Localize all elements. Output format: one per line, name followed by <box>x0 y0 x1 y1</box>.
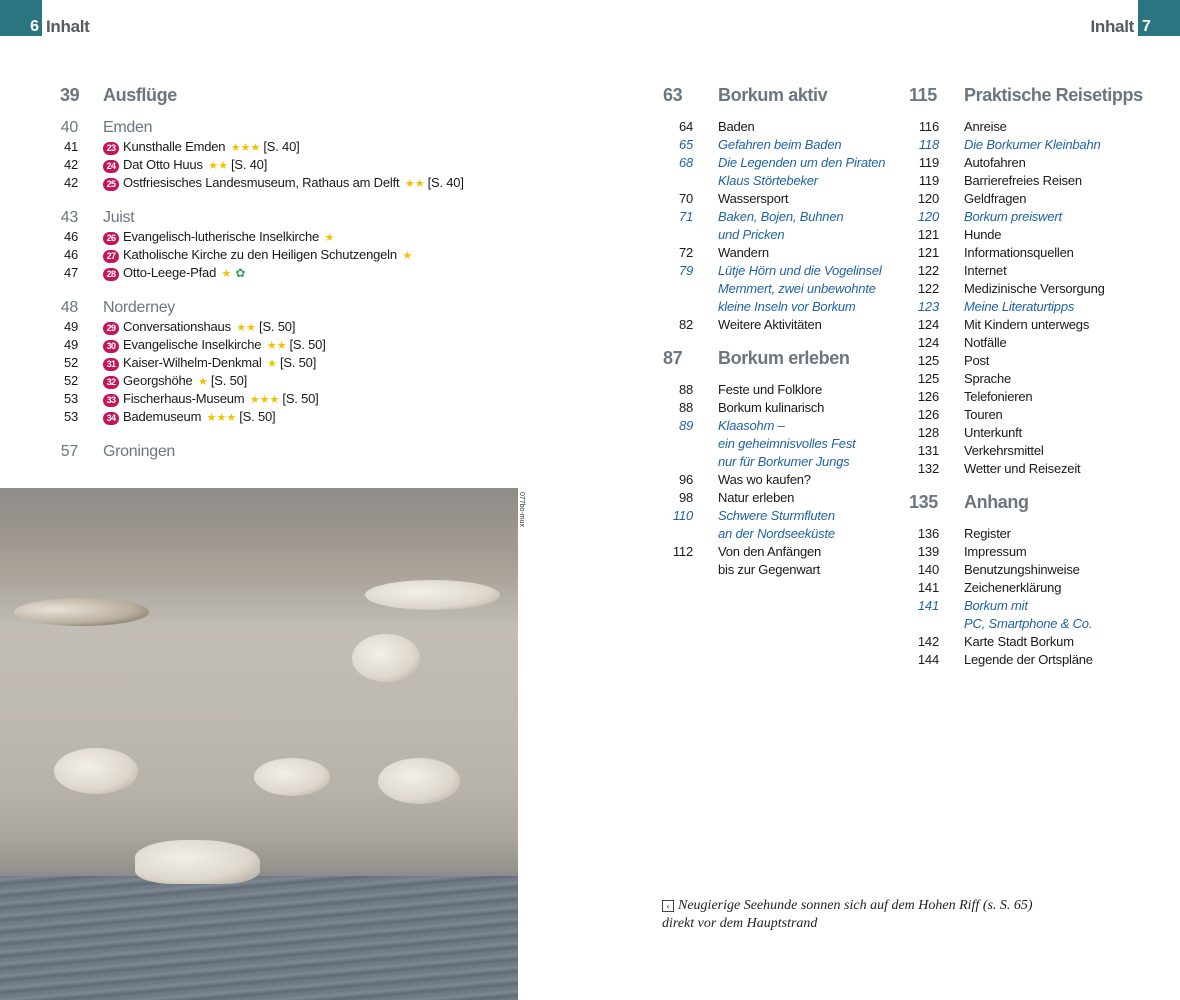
toc-entry[interactable] <box>909 525 1149 543</box>
toc-entry-feature[interactable] <box>663 453 903 471</box>
star-rating-icon: ★ <box>221 268 232 280</box>
page-number-tab-right <box>1138 0 1180 36</box>
entry-label: PC, Smartphone & Co. <box>964 616 1093 631</box>
entry-text <box>103 390 319 409</box>
sight-number-badge: 31 <box>103 358 119 371</box>
toc-entry[interactable] <box>663 561 903 579</box>
star-rating-icon: ★★★ <box>230 142 261 154</box>
running-title-right: Inhalt <box>1090 17 1134 36</box>
toc-entry[interactable] <box>909 352 1149 370</box>
toc-entry-feature[interactable] <box>663 435 903 453</box>
entry-label: Natur erleben <box>718 490 795 505</box>
page-number-right: 7 <box>1142 18 1151 35</box>
entry-label: Internet <box>964 263 1007 278</box>
toc-entry[interactable] <box>909 244 1149 262</box>
page-reference: [S. 50] <box>289 337 326 352</box>
toc-entry[interactable] <box>60 156 500 174</box>
seal-shape <box>378 758 460 804</box>
entry-page: 98 <box>678 490 693 505</box>
page-reference: [S. 50] <box>282 391 319 406</box>
sight-number-badge: 33 <box>103 394 119 407</box>
entry-page: 88 <box>678 400 693 415</box>
entry-label: Kaiser-Wilhelm-Denkmal <box>123 355 262 370</box>
page-reference: [S. 50] <box>279 355 317 370</box>
toc-entry[interactable] <box>909 561 1149 579</box>
entry-page: 52 <box>63 355 78 370</box>
seal-shape <box>365 580 500 610</box>
entry-page: 65 <box>678 137 693 152</box>
entry-label: Memmert, zwei unbewohnte <box>718 281 876 296</box>
entry-label: Borkum preiswert <box>964 209 1062 224</box>
entry-label: Notfälle <box>964 335 1007 350</box>
entry-page: 120 <box>917 209 939 224</box>
sight-number-badge: 24 <box>103 160 119 173</box>
chapter-page: 63 <box>663 85 683 105</box>
entry-text <box>103 174 464 193</box>
toc-right-column <box>909 83 1149 669</box>
entry-label: Klaus Störtebeker <box>718 173 818 188</box>
entry-text <box>103 228 334 247</box>
entry-page: 124 <box>917 317 939 332</box>
entry-page: 41 <box>63 139 78 154</box>
entry-label: Die Legenden um den Piraten <box>718 155 886 170</box>
entry-label: kleine Inseln vor Borkum <box>718 299 856 314</box>
sight-number-badge: 23 <box>103 142 119 155</box>
sight-number-badge: 25 <box>103 178 119 191</box>
page-reference: [S. 40] <box>230 157 268 172</box>
toc-entry[interactable] <box>663 489 903 507</box>
entry-label: Baken, Bojen, Buhnen <box>718 209 844 224</box>
entry-page: 52 <box>63 373 78 388</box>
section-page: 40 <box>60 119 78 136</box>
seal-photo <box>0 488 518 1000</box>
toc-entry-feature[interactable] <box>909 136 1149 154</box>
toc-entry[interactable] <box>60 372 500 390</box>
toc-entry[interactable] <box>909 651 1149 669</box>
entry-label: Wetter und Reisezeit <box>964 461 1081 476</box>
entry-page: 53 <box>63 391 78 406</box>
entry-label: Conversationshaus <box>123 319 231 334</box>
star-rating-icon: ★ <box>197 376 208 388</box>
entry-label: Wassersport <box>718 191 789 206</box>
entry-page: 118 <box>918 137 939 152</box>
entry-label: Karte Stadt Borkum <box>964 634 1074 649</box>
entry-page: 64 <box>678 119 693 134</box>
photo-credit <box>518 488 532 538</box>
toc-entry[interactable] <box>663 381 903 399</box>
section-title: Norderney <box>103 299 176 316</box>
entry-page: 132 <box>917 461 939 476</box>
entry-label: Die Borkumer Kleinbahn <box>964 137 1101 152</box>
toc-entry[interactable] <box>663 543 903 561</box>
toc-entry[interactable] <box>909 579 1149 597</box>
entry-page: 70 <box>678 191 693 206</box>
entry-text <box>103 264 245 283</box>
seal-shape <box>54 748 138 794</box>
entry-label: Borkum mit <box>964 598 1028 613</box>
page-reference: [S. 40] <box>427 175 464 190</box>
entry-page: 42 <box>63 157 78 172</box>
entry-label: Zeichenerklärung <box>964 580 1062 595</box>
chapter-heading[interactable] <box>663 346 903 370</box>
seal-shape <box>254 758 330 796</box>
entry-label: Bademuseum <box>123 409 202 424</box>
star-rating-icon: ★★ <box>208 160 228 172</box>
star-rating-icon: ★★ <box>236 322 257 334</box>
entry-text <box>103 354 316 373</box>
toc-entry[interactable] <box>909 388 1149 406</box>
entry-page: 68 <box>678 155 693 170</box>
entry-text <box>103 336 326 355</box>
entry-label: Kunsthalle Emden <box>123 139 226 154</box>
seal-shape <box>352 634 420 682</box>
entry-page: 119 <box>918 173 939 188</box>
toc-entry-feature[interactable] <box>663 226 903 244</box>
caption-line-2: direkt vor dem Hauptstrand <box>662 916 818 931</box>
toc-entry[interactable] <box>663 399 903 417</box>
star-rating-icon: ★★★ <box>206 412 237 424</box>
entry-label: Ostfriesisches Landesmuseum, Rathaus am Delft <box>123 175 400 190</box>
entry-label: Otto-Leege-Pfad <box>123 265 217 280</box>
entry-page: 49 <box>63 319 78 334</box>
section-page: 57 <box>60 443 78 460</box>
entry-page: 123 <box>917 299 939 314</box>
toc-entry-feature[interactable] <box>663 507 903 525</box>
star-rating-icon: ★★★ <box>249 394 280 406</box>
chapter-title: Borkum erleben <box>718 348 850 368</box>
entry-page: 141 <box>917 580 939 595</box>
entry-label: Evangelische Inselkirche <box>123 337 262 352</box>
entry-label: Verkehrsmittel <box>964 443 1044 458</box>
entry-label: Georgshöhe <box>123 373 193 388</box>
entry-label: Was wo kaufen? <box>718 472 811 487</box>
photo-caption <box>662 897 1082 933</box>
entry-page: 119 <box>918 155 939 170</box>
entry-page: 121 <box>917 245 939 260</box>
entry-label: Telefonieren <box>964 389 1033 404</box>
toc-entry-feature[interactable] <box>663 154 903 172</box>
toc-entry[interactable] <box>60 138 500 156</box>
entry-page: 125 <box>917 371 939 386</box>
entry-page: 116 <box>918 119 939 134</box>
entry-label: Gefahren beim Baden <box>718 137 842 152</box>
entry-label: Weitere Aktivitäten <box>718 317 822 332</box>
star-rating-icon: ★ <box>324 232 335 244</box>
section-heading[interactable] <box>60 298 500 318</box>
toc-entry[interactable] <box>60 408 500 426</box>
entry-page: 124 <box>917 335 939 350</box>
sight-number-badge: 34 <box>103 412 119 425</box>
entry-label: ein geheimnisvolles Fest <box>718 436 856 451</box>
toc-entry-feature[interactable] <box>663 417 903 435</box>
entry-page: 126 <box>917 407 939 422</box>
entry-page: 49 <box>63 337 78 352</box>
toc-entry[interactable] <box>60 354 500 372</box>
entry-page: 140 <box>917 562 939 577</box>
entry-text <box>103 372 247 391</box>
toc-entry[interactable] <box>909 190 1149 208</box>
toc-entry-feature[interactable] <box>663 280 903 298</box>
entry-page: 120 <box>917 191 939 206</box>
toc-entry[interactable] <box>663 244 903 262</box>
entry-page: 142 <box>917 634 939 649</box>
section-heading[interactable] <box>60 442 500 462</box>
entry-label: Meine Literaturtipps <box>964 299 1075 314</box>
page-number-tab-left <box>0 0 42 36</box>
chapter-heading[interactable] <box>60 83 500 107</box>
entry-page: 139 <box>917 544 939 559</box>
toc-entry-feature[interactable] <box>663 172 903 190</box>
toc-entry[interactable] <box>60 318 500 336</box>
toc-entry-feature[interactable] <box>909 298 1149 316</box>
toc-entry[interactable] <box>909 442 1149 460</box>
toc-entry-feature[interactable] <box>663 298 903 316</box>
entry-page: 72 <box>678 245 693 260</box>
star-rating-icon: ★★ <box>266 340 287 352</box>
entry-label: Impressum <box>964 544 1027 559</box>
entry-label: Feste und Folklore <box>718 382 823 397</box>
entry-page: 144 <box>917 652 939 667</box>
toc-entry[interactable] <box>909 316 1149 334</box>
chapter-title: Praktische Reisetipps <box>964 85 1143 105</box>
sight-number-badge: 26 <box>103 232 119 245</box>
entry-label: Klaasohm – <box>718 418 785 433</box>
toc-entry-feature[interactable] <box>663 136 903 154</box>
toc-entry[interactable] <box>909 406 1149 424</box>
star-rating-icon: ★★ <box>404 178 425 190</box>
entry-label: Dat Otto Huus <box>123 157 203 172</box>
toc-entry-feature[interactable] <box>909 597 1149 615</box>
entry-label: Autofahren <box>964 155 1026 170</box>
entry-label: Mit Kindern unterwegs <box>964 317 1090 332</box>
entry-label: Unterkunft <box>964 425 1022 440</box>
sight-number-badge: 32 <box>103 376 119 389</box>
section-heading[interactable] <box>60 208 500 228</box>
toc-entry[interactable] <box>909 280 1149 298</box>
entry-page: 128 <box>917 425 939 440</box>
entry-text <box>103 246 412 265</box>
entry-page: 131 <box>917 443 939 458</box>
caption-line-1: Neugierige Seehunde sonnen sich auf dem Hohen Riff (s. S. 65) <box>678 898 1033 913</box>
toc-entry-feature[interactable] <box>663 262 903 280</box>
entry-label: an der Nordseeküste <box>718 526 835 541</box>
entry-page: 112 <box>672 544 693 559</box>
sight-number-badge: 30 <box>103 340 119 353</box>
entry-page: 53 <box>63 409 78 424</box>
toc-entry[interactable] <box>909 543 1149 561</box>
entry-label: Sprache <box>964 371 1012 386</box>
chapter-heading[interactable] <box>663 83 903 107</box>
toc-entry[interactable] <box>909 424 1149 442</box>
toc-entry[interactable] <box>909 370 1149 388</box>
entry-page: 82 <box>678 317 693 332</box>
toc-entry[interactable] <box>909 460 1149 478</box>
toc-entry[interactable] <box>663 471 903 489</box>
toc-entry[interactable] <box>60 246 500 264</box>
entry-page: 141 <box>917 598 939 613</box>
toc-entry[interactable] <box>909 226 1149 244</box>
toc-entry[interactable] <box>663 190 903 208</box>
entry-page: 88 <box>678 382 693 397</box>
toc-entry[interactable] <box>909 154 1149 172</box>
toc-entry-feature[interactable] <box>909 208 1149 226</box>
chapter-title: Borkum aktiv <box>718 85 828 105</box>
section-list <box>60 118 500 462</box>
toc-entry[interactable] <box>909 334 1149 352</box>
star-rating-icon: ★ <box>267 358 277 370</box>
toc-middle-column <box>663 83 903 579</box>
section-title: Juist <box>103 209 135 226</box>
section-heading[interactable] <box>60 118 500 138</box>
page-reference: [S. 50] <box>210 373 248 388</box>
entry-label: Evangelisch-lutherische Inselkirche <box>123 229 320 244</box>
spacer <box>909 514 1149 525</box>
chapter-heading[interactable] <box>909 83 1149 107</box>
entry-label: Anreise <box>964 119 1007 134</box>
sight-number-badge: 27 <box>103 250 119 263</box>
arrow-left-icon: ‹ <box>662 900 674 912</box>
entry-label: Register <box>964 526 1011 541</box>
entry-label: und Pricken <box>718 227 785 242</box>
toc-entry[interactable] <box>909 172 1149 190</box>
entry-label: Borkum kulinarisch <box>718 400 825 415</box>
spacer <box>909 107 1149 118</box>
toc-entry[interactable] <box>909 262 1149 280</box>
section-title: Groningen <box>103 443 176 460</box>
entry-page: 122 <box>917 263 939 278</box>
toc-entry[interactable] <box>60 390 500 408</box>
spacer <box>663 370 903 381</box>
entry-label: Benutzungshinweise <box>964 562 1080 577</box>
entry-label: bis zur Gegenwart <box>718 562 821 577</box>
chapter-page: 135 <box>909 492 938 512</box>
seal-shape <box>135 840 260 884</box>
sight-number-badge: 29 <box>103 322 119 335</box>
entry-label: Katholische Kirche zu den Heiligen Schutzengeln <box>123 247 397 262</box>
chapter-title: Anhang <box>964 492 1029 512</box>
entry-label: Hunde <box>964 227 1002 242</box>
entry-page: 71 <box>678 209 693 224</box>
toc-entry[interactable] <box>60 336 500 354</box>
entry-page: 46 <box>63 247 78 262</box>
entry-text <box>103 318 295 337</box>
chapter-title: Ausflüge <box>103 85 177 105</box>
toc-entry[interactable] <box>60 228 500 246</box>
page-reference: [S. 40] <box>263 139 300 154</box>
toc-entry[interactable] <box>60 264 500 282</box>
running-title-left: Inhalt <box>46 17 90 36</box>
toc-entry[interactable] <box>663 118 903 136</box>
chapter-page: 39 <box>60 85 80 105</box>
entry-label: Wandern <box>718 245 769 260</box>
entry-label: Touren <box>964 407 1003 422</box>
star-rating-icon: ★ <box>402 250 413 262</box>
section-title: Emden <box>103 119 153 136</box>
photo-credit-text: 077bo-mux <box>518 491 526 528</box>
section-page: 43 <box>60 209 78 226</box>
page-reference: [S. 50] <box>239 409 276 424</box>
entry-page: 122 <box>917 281 939 296</box>
entry-page: 96 <box>678 472 693 487</box>
spacer <box>663 107 903 118</box>
entry-page: 42 <box>63 175 78 190</box>
entry-label: Fischerhaus-Museum <box>123 391 245 406</box>
nature-icon: ✿ <box>235 266 246 280</box>
entry-label: Baden <box>718 119 755 134</box>
entry-page: 46 <box>63 229 78 244</box>
toc-entry[interactable] <box>60 174 500 192</box>
entry-label: Lütje Hörn und die Vogelinsel <box>718 263 882 278</box>
section-page: 48 <box>60 299 78 316</box>
toc-entry[interactable] <box>909 118 1149 136</box>
entry-text <box>103 408 275 427</box>
entry-text <box>103 156 267 175</box>
toc-left-column <box>60 83 500 462</box>
entry-label: Schwere Sturmfluten <box>718 508 835 523</box>
entry-label: Informationsquellen <box>964 245 1074 260</box>
toc-entry[interactable] <box>663 316 903 334</box>
entry-page: 125 <box>917 353 939 368</box>
entry-page: 110 <box>672 508 693 523</box>
seal-shape <box>14 598 149 626</box>
toc-entry-feature[interactable] <box>663 525 903 543</box>
page-reference: [S. 50] <box>259 319 296 334</box>
entry-label: Post <box>964 353 990 368</box>
toc-entry-feature[interactable] <box>663 208 903 226</box>
entry-label: nur für Borkumer Jungs <box>718 454 850 469</box>
toc-entry-feature[interactable] <box>909 615 1149 633</box>
entry-label: Geldfragen <box>964 191 1027 206</box>
entry-page: 121 <box>917 227 939 242</box>
entry-page: 47 <box>63 265 78 280</box>
entry-page: 126 <box>917 389 939 404</box>
entry-label: Von den Anfängen <box>718 544 822 559</box>
entry-text <box>103 138 300 157</box>
water-area <box>0 876 518 1000</box>
entry-page: 136 <box>917 526 939 541</box>
entry-label: Legende der Ortspläne <box>964 652 1093 667</box>
entry-page: 79 <box>678 263 693 278</box>
page-number-left: 6 <box>30 18 39 35</box>
entry-label: Medizinische Versorgung <box>964 281 1105 296</box>
entry-page: 89 <box>678 418 693 433</box>
chapter-page: 87 <box>663 348 683 368</box>
chapter-page: 115 <box>909 85 937 105</box>
chapter-heading[interactable] <box>909 490 1149 514</box>
toc-entry[interactable] <box>909 633 1149 651</box>
sight-number-badge: 28 <box>103 268 119 281</box>
entry-label: Barrierefreies Reisen <box>964 173 1082 188</box>
